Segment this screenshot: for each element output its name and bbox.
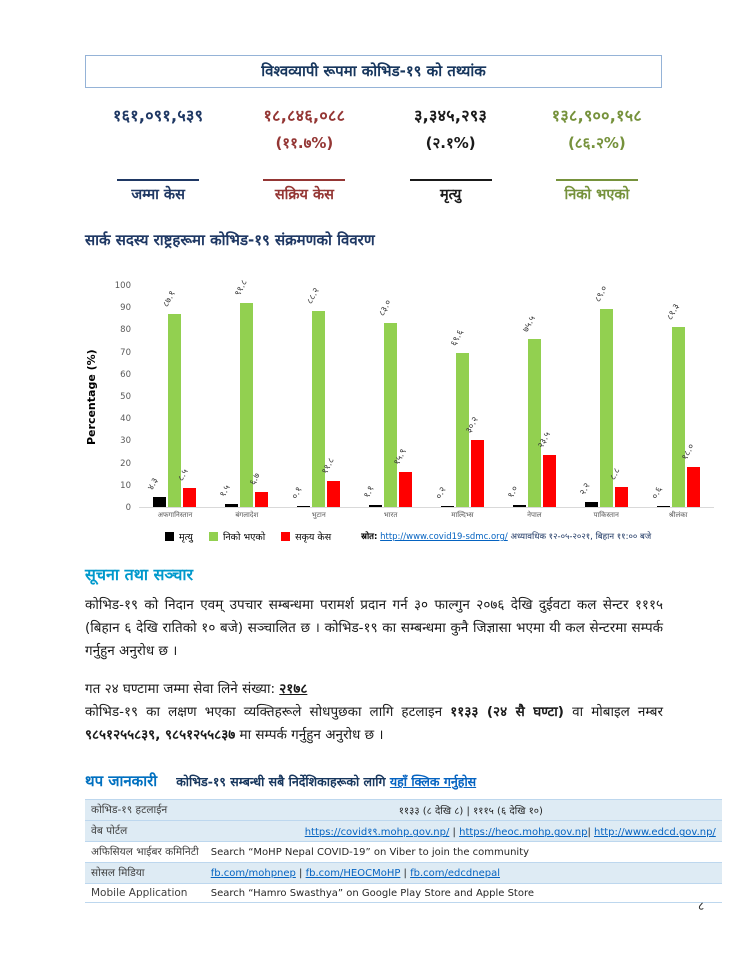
bar: [369, 505, 382, 507]
bar-slot: [290, 286, 310, 507]
stat-label: सक्रिय केस: [274, 187, 334, 203]
bar: [225, 504, 238, 507]
bar: [183, 488, 196, 507]
stat-value: १३८,९००,१५८: [551, 106, 643, 125]
bar-group: [211, 278, 283, 519]
bar: [528, 339, 541, 507]
bar-slot: [607, 286, 628, 507]
stat-deaths: [378, 104, 524, 204]
table-row: [85, 863, 722, 884]
stat-percent: (२.१%): [425, 134, 476, 152]
bar-value-label: १५.९: [392, 447, 409, 467]
mobile-numbers: ९८५१२५५८३९, ९८५१२५५८३७: [85, 727, 236, 744]
more-info-table: [85, 799, 722, 903]
stat-underline: [556, 179, 638, 181]
y-tick: 100: [114, 281, 131, 291]
bar-value-label: ०.१: [290, 485, 305, 501]
stat-value: १८,८४६,०८८: [263, 106, 346, 125]
legend-label: निको भएको: [222, 532, 266, 543]
x-axis-category-label: भारत: [383, 511, 398, 519]
stat-underline: [263, 179, 345, 181]
y-tick: 20: [120, 458, 131, 469]
bar: [687, 467, 700, 507]
bar-value-label: ८.५: [176, 467, 192, 484]
bar-group: [355, 286, 427, 519]
chart-source: [361, 531, 651, 542]
bar-slot: [176, 286, 196, 507]
y-tick: 90: [120, 303, 131, 314]
bar-group: [283, 286, 355, 519]
table-row-label: अफिसियल भाईबर कमिनिटी: [85, 842, 205, 863]
table-row: [85, 821, 722, 842]
table-row-value: [205, 842, 722, 863]
stat-percent: (११.७%): [275, 134, 334, 152]
legend-swatch: [281, 532, 290, 541]
table-row: [85, 884, 722, 903]
table-row-label: सोसल मिडिया: [85, 863, 205, 884]
x-axis-category-label: नेपाल: [527, 511, 542, 519]
click-here-link[interactable]: यहाँ क्लिक गर्नुहोस: [389, 774, 477, 790]
chart-title: सार्क सदस्य राष्ट्रहरूमा कोभिड-१९ संक्रमणको विवरण: [85, 231, 375, 249]
bar-slot: [146, 286, 166, 507]
bar-value-label: ८३.०: [377, 298, 394, 318]
table-text: Search “Hamro Swasthya” on Google Play Store and Apple Store: [210, 887, 535, 899]
bar-slot: [218, 286, 238, 507]
table-text: |: [295, 867, 306, 879]
legend-swatch: [209, 532, 218, 541]
bar-slot: [520, 286, 541, 507]
info-table-body: [85, 800, 722, 903]
bar-slot: [649, 286, 670, 507]
bar: [327, 481, 340, 507]
section-heading-info: सूचना तथा सञ्चार: [85, 565, 194, 584]
service-count-value: २१७८: [279, 680, 308, 697]
table-link[interactable]: fb.com/mohpnep: [210, 867, 296, 879]
table-link[interactable]: http://www.edcd.gov.np/: [594, 827, 716, 839]
bar: [672, 327, 685, 507]
table-text: Search “MoHP Nepal COVID-19” on Viber to join the community: [210, 846, 530, 858]
legend-swatch: [165, 532, 174, 541]
bar: [471, 440, 484, 507]
table-row-value: [205, 884, 722, 903]
more-info-heading: थप जानकारी: [85, 772, 158, 791]
bar-value-label: ८.८: [607, 466, 623, 483]
chart-legend: [165, 530, 742, 543]
bar: [384, 323, 397, 507]
y-axis-label: Percentage (%): [85, 349, 98, 445]
bar-value-label: ८७.१: [161, 289, 179, 309]
bar: [585, 502, 598, 507]
table-text: ११३३ (८ देखि ८) | १११५ (६ देखि १०): [398, 806, 543, 818]
stat-value: १६१,०९१,५३९: [112, 106, 204, 125]
bar-value-label: १.१: [362, 484, 377, 500]
source-link[interactable]: http://www.covid19-sdmc.org/: [380, 532, 508, 542]
stat-underline: [117, 179, 199, 181]
source-updated-text: अध्यावधिक १२-०५-२०२१, बिहान ११:०० बजे: [507, 532, 652, 542]
bar: [312, 311, 325, 507]
stat-label: निको भएको: [564, 187, 630, 203]
more-info-lead: कोभिड-१९ सम्बन्धी सबै निर्देशिकाहरूको लागि: [176, 774, 390, 790]
x-axis-category-label: बंगलादेश: [235, 511, 259, 519]
bar: [399, 472, 412, 507]
bar-value-label: ८९.०: [592, 284, 610, 305]
table-link[interactable]: fb.com/HEOCMoHP: [305, 867, 401, 879]
bar-value-label: ६९.६: [449, 327, 466, 348]
legend-item: [165, 530, 193, 543]
global-stats-row: [85, 104, 670, 204]
y-tick: 0: [125, 503, 131, 513]
x-axis-category-label: भुटान: [311, 511, 326, 519]
table-row-value: [205, 863, 722, 884]
bar-value-label: ४.३: [146, 476, 162, 493]
bar-value-label: १.०: [505, 484, 521, 500]
table-text: |: [587, 827, 594, 839]
bar-slot: [535, 286, 556, 507]
hotline-sentence-part1: कोभिड-१९ का लक्षण भएका व्यक्तिहरूले सोधपुछका लागि हटलाइन: [85, 703, 451, 720]
stat-label: जम्मा केस: [131, 187, 185, 203]
bar-slot: [248, 286, 268, 507]
bar-slot: [679, 286, 700, 507]
service-count-prefix: गत २४ घण्टामा जम्मा सेवा लिने संख्या:: [85, 680, 280, 697]
y-tick: 50: [120, 392, 131, 402]
bar-value-label: १.५: [218, 483, 234, 499]
stat-recovered: [524, 104, 670, 204]
bar: [297, 506, 310, 507]
table-link[interactable]: https://heoc.mohp.gov.np: [459, 827, 588, 839]
table-row-value: [205, 800, 722, 821]
stat-percent: (८६.२%): [567, 134, 626, 152]
table-row-label: कोभिड-१९ हटलाईन: [85, 800, 205, 821]
page-title: विश्वव्यापी रूपमा कोभिड-१९ को तथ्यांक: [261, 62, 486, 80]
bar-group: [642, 286, 714, 519]
y-tick: 70: [120, 347, 131, 358]
bar-group: [427, 286, 499, 519]
table-row-value: [205, 821, 722, 842]
chart-legend-items: [165, 530, 347, 543]
page-title-box: [85, 55, 662, 88]
bar-value-label: २३.५: [535, 430, 553, 450]
bar-slot: [377, 286, 397, 507]
bar-slot: [392, 286, 412, 507]
bar-value-label: ९१.८: [233, 278, 251, 299]
bar-slot: [320, 286, 340, 507]
table-row-label: वेब पोर्टल: [85, 821, 205, 842]
y-tick: 60: [120, 369, 131, 380]
stat-value: ३,३४५,२९३: [414, 106, 488, 125]
source-label: स्रोत:: [361, 532, 378, 542]
bar-slot: [362, 286, 382, 507]
x-axis-category-label: पाकिस्तान: [593, 511, 619, 519]
legend-item: [281, 530, 331, 543]
bar-value-label: ०.२: [434, 485, 449, 501]
bar-value-label: ७५.५: [520, 314, 538, 335]
bar-value-label: २.२: [577, 481, 593, 498]
bar-value-label: ८१.३: [664, 301, 682, 322]
covid-bar-chart: [85, 278, 742, 519]
table-row: [85, 842, 722, 863]
legend-item: [209, 530, 265, 543]
paragraph-service-count: [85, 678, 663, 748]
page-number: ८: [698, 899, 705, 913]
hotline-sentence-part3: मा सम्पर्क गर्नुहुन अनुरोध छ ।: [235, 727, 384, 744]
bar: [513, 505, 526, 507]
legend-label: मृत्यु: [179, 532, 193, 543]
table-row: [85, 800, 722, 821]
bar-value-label: ८८.२: [305, 286, 323, 307]
stat-label: मृत्यु: [439, 187, 462, 203]
x-axis-category-label: माल्दिभ्स: [451, 511, 474, 519]
stat-total-cases: [85, 104, 231, 204]
y-tick: 80: [120, 325, 131, 336]
bar-value-label: ११.८: [320, 456, 338, 476]
bar: [615, 487, 628, 507]
stat-underline: [410, 179, 492, 181]
table-text: |: [400, 867, 411, 879]
table-row-label: Mobile Application: [85, 884, 205, 903]
y-tick: 40: [120, 414, 131, 425]
bar-slot: [577, 286, 598, 507]
bar-slot: [449, 286, 469, 507]
hotline-sentence-part2: वा मोबाइल नम्बर: [563, 703, 663, 720]
bar-slot: [305, 286, 325, 507]
y-axis-ticks: [107, 281, 139, 513]
table-link[interactable]: https://covid१९.mohp.gov.np/: [304, 827, 450, 839]
bar-group: [139, 286, 211, 519]
bar-value-label: ०.६: [649, 485, 665, 501]
bar: [657, 506, 670, 507]
legend-label: सकृय केस: [295, 532, 332, 543]
more-info-section: [85, 771, 742, 791]
bar-slot: [464, 286, 484, 507]
hotline-number: ११३३ (२४ सै घण्टा): [450, 703, 564, 720]
y-tick: 10: [120, 480, 131, 491]
y-tick: 30: [120, 436, 131, 447]
bar-slot: [434, 286, 454, 507]
bar: [255, 492, 268, 507]
bar-slot: [664, 286, 685, 507]
bar-group: [570, 284, 642, 519]
x-axis-category-label: अफगानिस्तान: [157, 511, 193, 519]
table-link[interactable]: fb.com/edcdnepal: [410, 867, 500, 879]
bar: [441, 506, 454, 507]
bar-value-label: ३०.२: [464, 415, 481, 435]
x-axis-category-label: श्रीलंका: [668, 511, 688, 519]
stat-active-cases: [231, 104, 377, 204]
paragraph-callcenter: कोभिड-१९ को निदान एवम् उपचार सम्बन्धमा परामर्श प्रदान गर्न ३० फाल्गुन २०७६ देखि दुईवटा कल सेन्टर १११५ (बिहान ६ देखि रातिको १० बजे) सञ्चालित छ । कोभिड-१९ का सम्बन्धमा कुनै जिज्ञासा भएमा यी कल सेन्टरमा सम्पर्क गर्नुहुन अनुरोध छ ।: [85, 597, 663, 660]
bar-group: [498, 286, 570, 519]
bar: [543, 455, 556, 507]
bar: [153, 497, 166, 507]
bar-value-label: ६.७: [248, 471, 264, 488]
chart-plot-area: [139, 278, 714, 519]
table-text: |: [449, 827, 460, 839]
bar-value-label: १८.०: [679, 442, 697, 463]
